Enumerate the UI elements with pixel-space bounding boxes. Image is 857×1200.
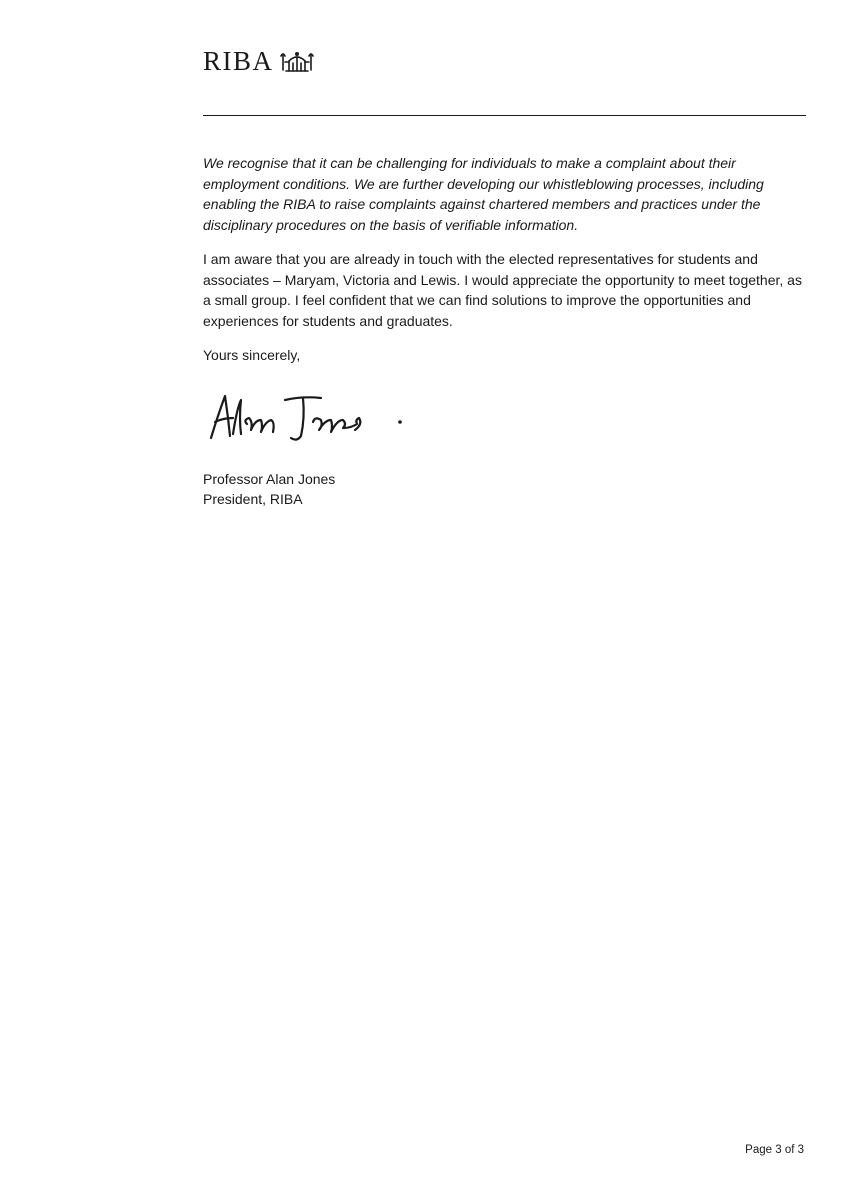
letter-paragraph-2: I am aware that you are already in touch with the elected representatives for students and associates – Maryam, Victoria and Lewis. I would appreciate the opportunity to meet together, as a small group. I feel confident that we can find solutions to improve the opportunities and experiences for students and graduates. [203,251,802,329]
signatory-name: Professor Alan Jones [203,471,336,487]
letter-closing: Yours sincerely, [203,347,301,363]
letter-paragraph-1: We recognise that it can be challenging for individuals to make a complaint about their employment conditions. We are further developing our whistleblowing processes, including enabling the RIBA to raise complaints against chartered members and practices under the disciplinary procedures on the basis of verifiable information. [203,155,764,233]
riba-crest-icon [280,49,314,75]
riba-logo-text: RIBA [203,46,274,76]
letterhead [203,48,314,75]
handwritten-signature [203,388,418,448]
header-divider [203,115,806,116]
signatory-title: President, RIBA [203,491,303,507]
page-number: Page 3 of 3 [745,1144,804,1156]
